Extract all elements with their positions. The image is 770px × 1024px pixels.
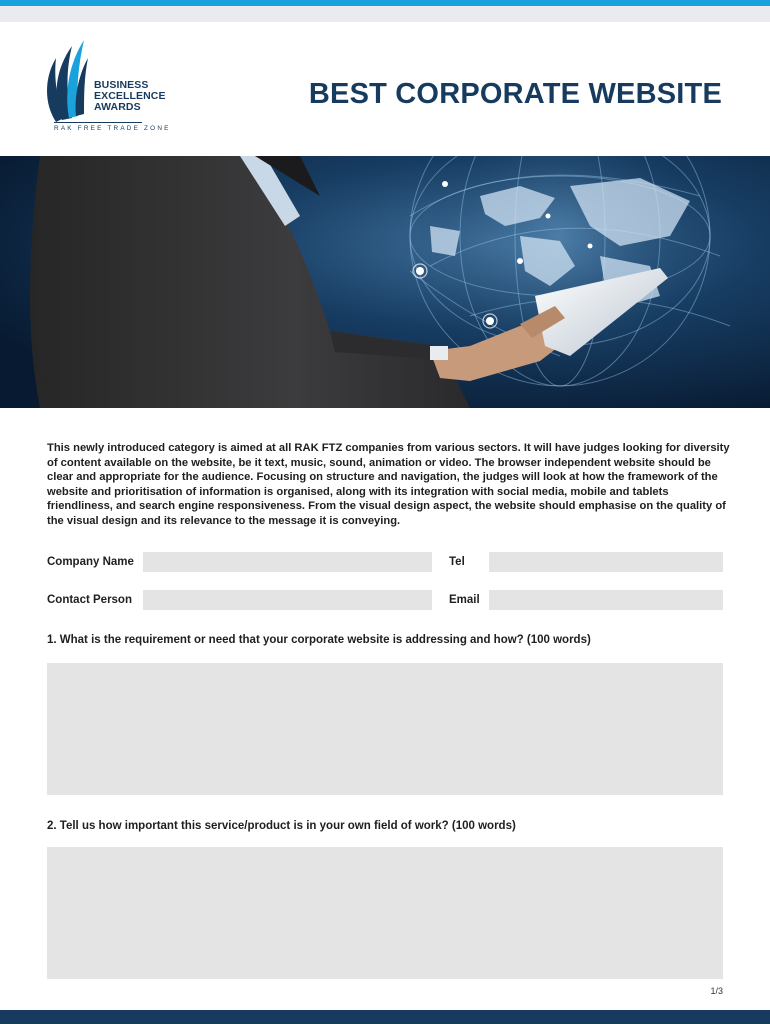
question-1: 1. What is the requirement or need that your corporate website is addressing and how? (100 words) bbox=[47, 634, 591, 646]
bottom-navy-bar bbox=[0, 1010, 770, 1024]
company-name-label: Company Name bbox=[47, 556, 134, 568]
email-field[interactable] bbox=[489, 590, 723, 610]
page-title: BEST CORPORATE WEBSITE bbox=[308, 78, 722, 110]
company-name-field[interactable] bbox=[143, 552, 432, 572]
question-2: 2. Tell us how important this service/product is in your own field of work? (100 words) bbox=[47, 820, 516, 832]
tel-label: Tel bbox=[449, 556, 465, 568]
logo-subtitle: RAK FREE TRADE ZONE bbox=[54, 125, 171, 132]
contact-person-field[interactable] bbox=[143, 590, 432, 610]
hero-image-businessman-tablet bbox=[0, 156, 770, 408]
category-description: This newly introduced category is aimed at all RAK FTZ companies from various sectors. It will have judges looking for diversity of content available on the website, be it text, music, sound, animation or video. The browser independent website should be clear and appropriate for the audience. Focusing on structure and navigation, the judges will look at how the framework of the website and prioritisation of information is organised, along with its integration with social media, mobile and tablets friendliness, and search engine responsiveness. From the visual design aspect, the website should emphasise on the quality of the visual design and its relevance to the message it is conveying. bbox=[47, 442, 730, 527]
logo-line-3: AWARDS bbox=[94, 101, 141, 113]
logo-line-1: BUSINESS bbox=[94, 79, 149, 91]
tel-field[interactable] bbox=[489, 552, 723, 572]
top-gray-band bbox=[0, 6, 770, 22]
logo-divider bbox=[54, 122, 142, 123]
contact-person-label: Contact Person bbox=[47, 594, 132, 606]
question-2-answer-field[interactable] bbox=[47, 847, 723, 979]
logo-wordmark bbox=[94, 80, 166, 113]
page-number: 1/3 bbox=[710, 986, 723, 996]
question-1-answer-field[interactable] bbox=[47, 663, 723, 795]
wing-logo-icon bbox=[42, 38, 102, 124]
email-label: Email bbox=[449, 594, 480, 606]
business-excellence-awards-logo bbox=[42, 38, 192, 138]
logo-line-2: EXCELLENCE bbox=[94, 90, 166, 102]
